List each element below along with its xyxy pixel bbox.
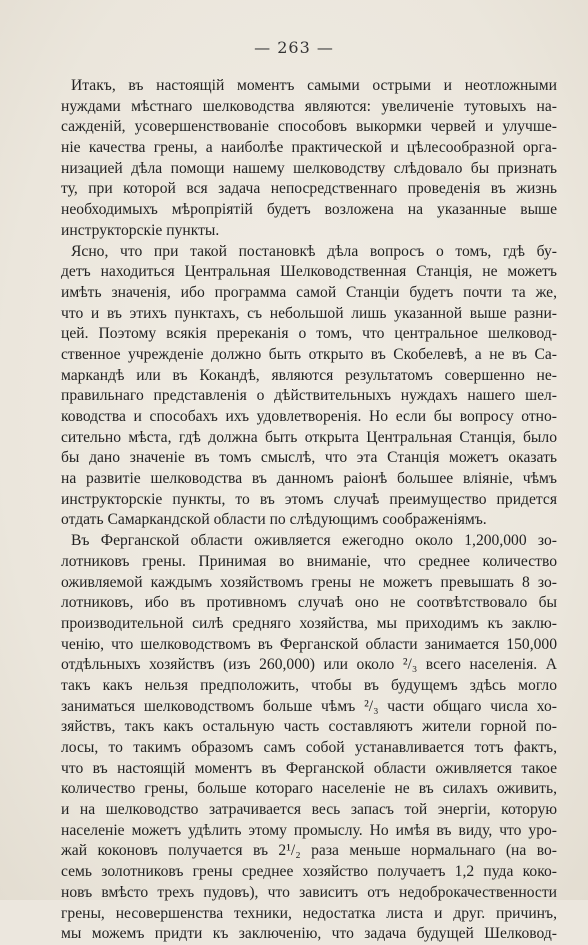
text-line: Ясно, что при такой постановкѣ дѣла вопросъ о томъ, гдѣ бу- bbox=[71, 242, 557, 260]
text-line: что въ настоящій моментъ въ Ферганской области оживляется такое bbox=[61, 759, 557, 777]
text-line: заниматься шелководствомъ больше чѣмъ ²/₃ части общаго числа хо- bbox=[61, 697, 557, 715]
text-line: зяйствъ, такъ какъ остальную часть составляютъ жители горной по- bbox=[61, 718, 557, 736]
text-line: Итакъ, въ настоящій моментъ самыми острыми и неотложными bbox=[71, 77, 557, 94]
text-line: ководства и способахъ ихъ удовлетворенія. Но если бы вопросу отно- bbox=[61, 408, 557, 425]
text-line: низацией дѣла помощи нашему шелководству слѣдовало бы признать bbox=[61, 159, 557, 177]
text-line: лосы, то такимъ образомъ самъ собой устанавливается тотъ фактъ, bbox=[61, 739, 557, 756]
text-line: бы дано значеніе въ томъ смыслѣ, что эта Станція можетъ оказать bbox=[61, 449, 557, 467]
text-line: и на шелководство затрачивается весь запасъ той энергіи, которую bbox=[61, 801, 557, 819]
text-line: что и въ этихъ пунктахъ, съ небольшой лишь указанной выше разни- bbox=[61, 304, 557, 322]
page-number: — 263 — bbox=[254, 38, 334, 57]
text-line: грены, несовершенства техники, недостатка листа и друг. причинъ, bbox=[61, 904, 557, 922]
text-line: отдѣльныхъ хозяйствъ (изъ 260,000) или около ²/₃ всего населенія. А bbox=[61, 656, 557, 674]
text-line: маркандѣ или въ Кокандѣ, являются результатомъ совершенно не- bbox=[61, 366, 557, 384]
text-line: цей. Поэтому всякія пререканія о томъ, что центральное шелковод- bbox=[61, 325, 557, 343]
text-line: семь золотниковъ грены среднее хозяйство получаетъ 1,2 пуда коко- bbox=[61, 863, 557, 881]
text-line: ту, при которой вся задача непосредственнаго проведенія въ жизнь bbox=[61, 180, 557, 198]
text-line: населеніе можетъ удѣлить этому промыслу. Но имѣя въ виду, что уро- bbox=[61, 821, 557, 839]
text-line: ственное учрежденіе должно быть открыто въ Скобелевѣ, а не въ Са- bbox=[61, 345, 557, 363]
text-line: инструкторскіе пункты, то въ этомъ случаѣ преимущество придется bbox=[61, 490, 557, 508]
text-line: лотниковъ, ибо въ противномъ случаѣ оно не соотвѣтствовало бы bbox=[61, 594, 557, 612]
text-line: на развитіе шелководства въ данномъ раіонѣ большее вліяніе, чѣмъ bbox=[61, 470, 557, 488]
text-line: отдать Самаркандской области по слѣдующимъ соображеніямъ. bbox=[61, 511, 487, 529]
text-line: лотниковъ грены. Принимая во вниманіе, что среднее количество bbox=[61, 552, 557, 570]
text-line: ченію, что шелководствомъ въ Ферганской области занимается 150,000 bbox=[61, 635, 557, 653]
text-line: сажденій, усовершенствованіе способовъ выкормки червей и улучше- bbox=[61, 118, 557, 136]
text-line: новъ вмѣсто трехъ пудовъ), что зависитъ отъ недоброкачественности bbox=[61, 883, 557, 901]
text-line: нуждами мѣстнаго шелководства являются: увеличеніе тутовыхъ на- bbox=[61, 97, 557, 115]
text-line: оживляемой каждымъ хозяйствомъ грены не можетъ превышать 8 зо- bbox=[61, 573, 557, 591]
text-line: Въ Ферганской области оживляется ежегодно около 1,200,000 зо- bbox=[71, 532, 557, 550]
text-line: жай коконовъ получается въ 2¹/₂ раза меньше нормальнаго (на во- bbox=[61, 842, 557, 860]
text-line: такъ какъ нельзя предположить, чтобы въ будущемъ здѣсь могло bbox=[61, 676, 557, 694]
text-line: инструкторскіе пункты. bbox=[61, 221, 220, 239]
text-line: количество грены, больше котораго населеніе не въ силахъ оживить, bbox=[61, 780, 557, 798]
text-line: сительно мѣста, гдѣ должна быть открыта Центральная Станція, было bbox=[61, 428, 557, 446]
text-line: детъ находиться Центральная Шелководственная Станція, не можетъ bbox=[61, 263, 557, 281]
text-line: производительной силѣ средняго хозяйства, мы приходимъ къ заклю- bbox=[61, 614, 557, 632]
page-text bbox=[61, 76, 557, 945]
text-line: мы можемъ придти къ заключенію, что задача будущей Шелковод- bbox=[61, 925, 557, 943]
text-line: правильнаго представленія о дѣйствительныхъ нуждахъ нашего шел- bbox=[61, 387, 557, 405]
text-line: ніе качества грены, а наиболѣе практической и цѣлесообразной орга- bbox=[61, 139, 557, 157]
text-line: необходимыхъ мѣропріятій будетъ возложена на указанные выше bbox=[61, 201, 557, 219]
text-line: имѣть значенія, ибо программа самой Станціи будетъ почти та же, bbox=[61, 283, 557, 301]
